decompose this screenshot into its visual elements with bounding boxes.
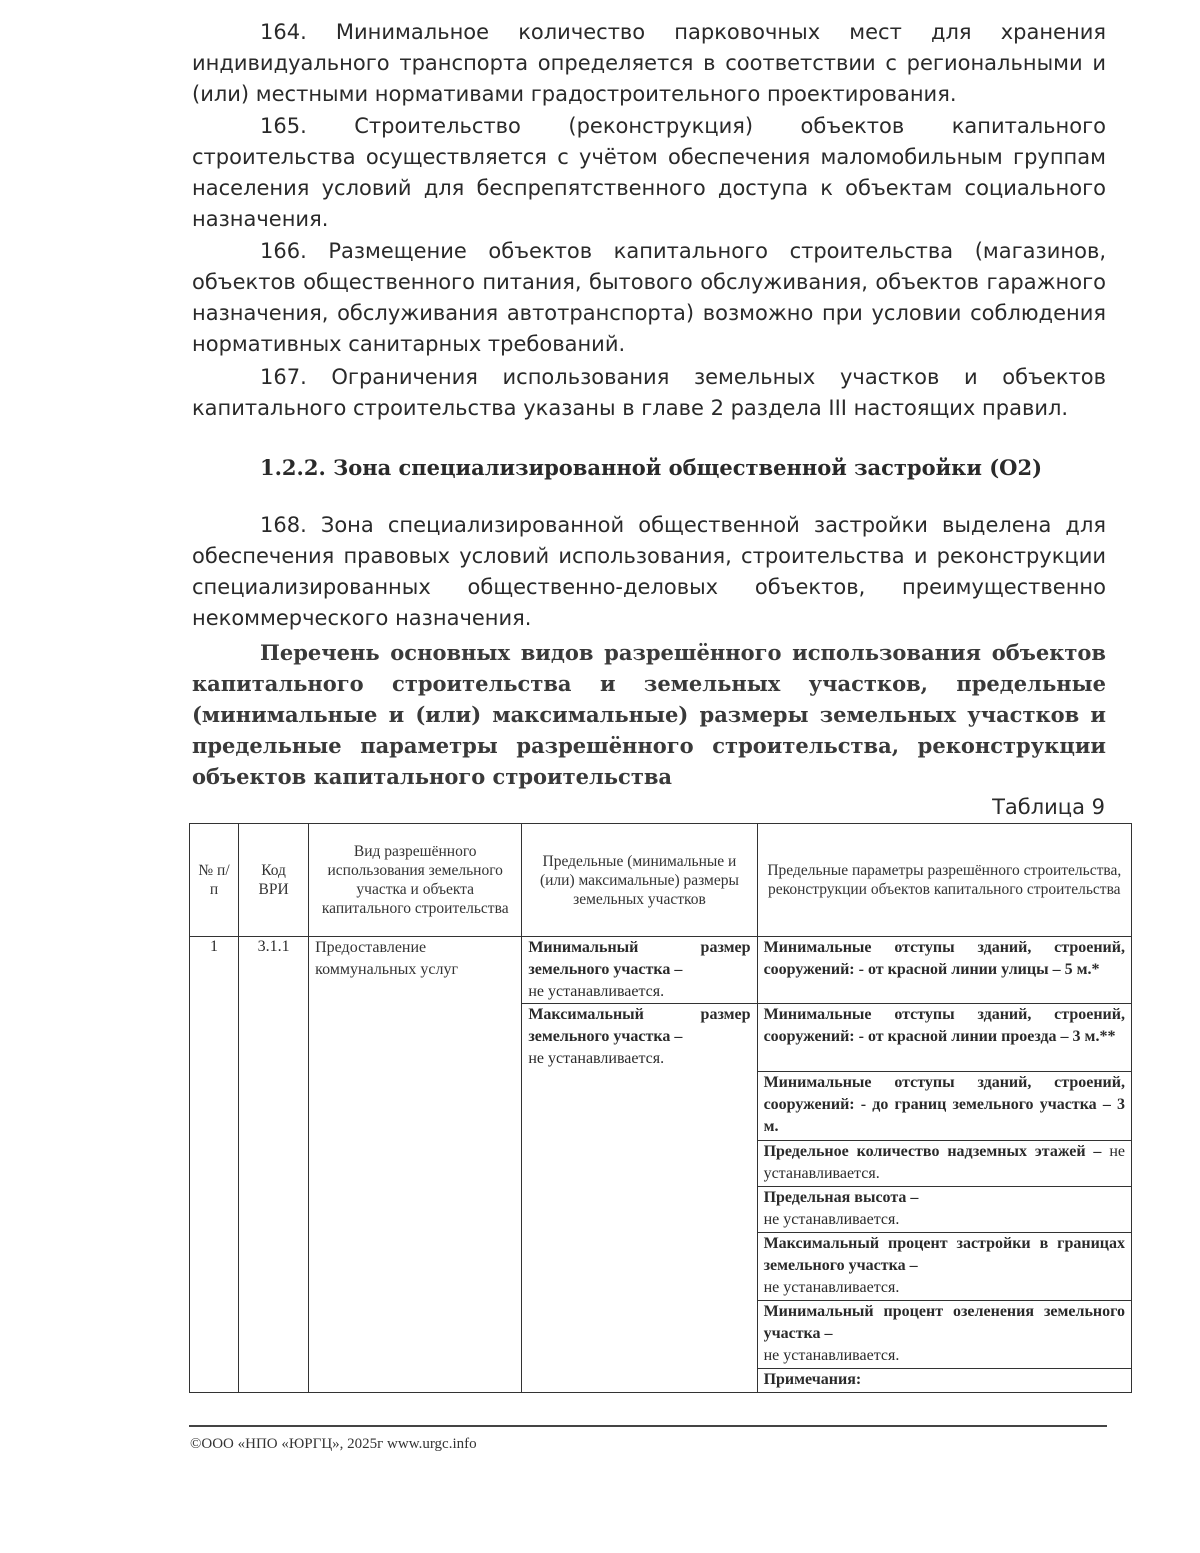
header-code: Код ВРИ — [239, 824, 309, 937]
min-size-label: Минимальный размер земельного участка – — [528, 939, 751, 979]
header-params: Предельные параметры разрешённого строительства, реконструкции объектов капитального строительства — [757, 824, 1131, 937]
cell-param-boundary — [757, 1072, 1131, 1140]
vri-table — [189, 823, 1132, 1393]
table-header-row — [190, 824, 1132, 937]
footer-copyright: ©ООО «НПО «ЮРГЦ», 2025г www.urgc.info — [190, 1436, 477, 1452]
cell-param-floors — [757, 1140, 1131, 1186]
min-size-value: не устанавливается. — [528, 983, 665, 1001]
table-label: Таблица 9 — [992, 795, 1105, 819]
param-boundary-text: Минимальные отступы зданий, строений, сооружений: - до границ земельного участка – 3 м. — [763, 1074, 1125, 1136]
param-coverage-value: не устанавливается. — [763, 1278, 900, 1296]
paragraph-166: 166. Размещение объектов капитального строительства (магазинов, объектов общественного питания, бытового обслуживания, объектов гаражного назначения, обслуживания автотранспорта) возможно при условии соблюдения нормативных санитарных требований. — [192, 239, 1106, 356]
cell-param-street — [757, 937, 1131, 1004]
cell-param-coverage — [757, 1232, 1131, 1300]
max-size-label: Максимальный размер земельного участка – — [528, 1006, 751, 1046]
param-passage-text: Минимальные отступы зданий, строений, сооружений: - от красной линии проезда – 3 м.** — [763, 1006, 1125, 1046]
cell-param-height — [757, 1186, 1131, 1232]
list-title: Перечень основных видов разрешённого использования объектов капитального строительства и земельных участков, предельные (минимальные и (или) максимальные) размеры земельных участков и предельные параметры разрешённого строительства, реконструкции объектов капитального строительства — [192, 640, 1106, 789]
paragraph-168: 168. Зона специализированной общественной застройки выделена для обеспечения правовых условий использования, строительства и реконструкции специализированных общественно-деловых объектов, преимущественно некоммерческого назначения. — [192, 513, 1106, 630]
notes-label: Примечания: — [763, 1370, 862, 1388]
paragraph-165: 165. Строительство (реконструкция) объектов капитального строительства осуществляется с учётом обеспечения маломобильным группам населения условий для беспрепятственного доступа к объектам социального назначения. — [192, 114, 1106, 231]
param-greenery-label: Минимальный процент озеленения земельного участка – — [763, 1302, 1125, 1342]
param-street-text: Минимальные отступы зданий, строений, сооружений: - от красной линии улицы – 5 м.* — [763, 939, 1125, 979]
paragraph-167: 167. Ограничения использования земельных участков и объектов капитального строительства указаны в главе 2 раздела III настоящих правил. — [192, 365, 1106, 420]
cell-code: 3.1.1 — [239, 937, 309, 1393]
param-height-label: Предельная высота – — [763, 1188, 919, 1206]
param-height-value: не устанавливается. — [763, 1210, 900, 1228]
param-coverage-label: Максимальный процент застройки в границах земельного участка – — [763, 1234, 1125, 1274]
max-size-value: не устанавливается. — [528, 1050, 665, 1068]
cell-notes — [757, 1368, 1131, 1392]
section-heading: 1.2.2. Зона специализированной общественной застройки (О2) — [260, 455, 1043, 480]
param-floors-value: не устанавливается. — [763, 1142, 1125, 1182]
paragraph-164: 164. Минимальное количество парковочных мест для хранения индивидуального транспорта определяется в соответствии с региональными и (или) местными нормативами градостроительного проектирования. — [192, 20, 1106, 106]
param-floors-label: Предельное количество надземных этажей – — [763, 1142, 1102, 1160]
header-num: № п/п — [190, 824, 239, 937]
cell-param-passage — [757, 1004, 1131, 1072]
table-row — [190, 937, 1132, 1004]
cell-max-size — [522, 1004, 757, 1393]
cell-param-greenery — [757, 1300, 1131, 1368]
header-type: Вид разрешённого использования земельного участка и объекта капитального строительства — [309, 824, 522, 937]
param-greenery-value: не устанавливается. — [763, 1346, 900, 1364]
header-sizes: Предельные (минимальные и (или) максимальные) размеры земельных участков — [522, 824, 757, 937]
footer-divider — [189, 1425, 1107, 1427]
cell-num: 1 — [190, 937, 239, 1393]
cell-min-size — [522, 937, 757, 1004]
cell-type: Предоставление коммунальных услуг — [309, 937, 522, 1393]
